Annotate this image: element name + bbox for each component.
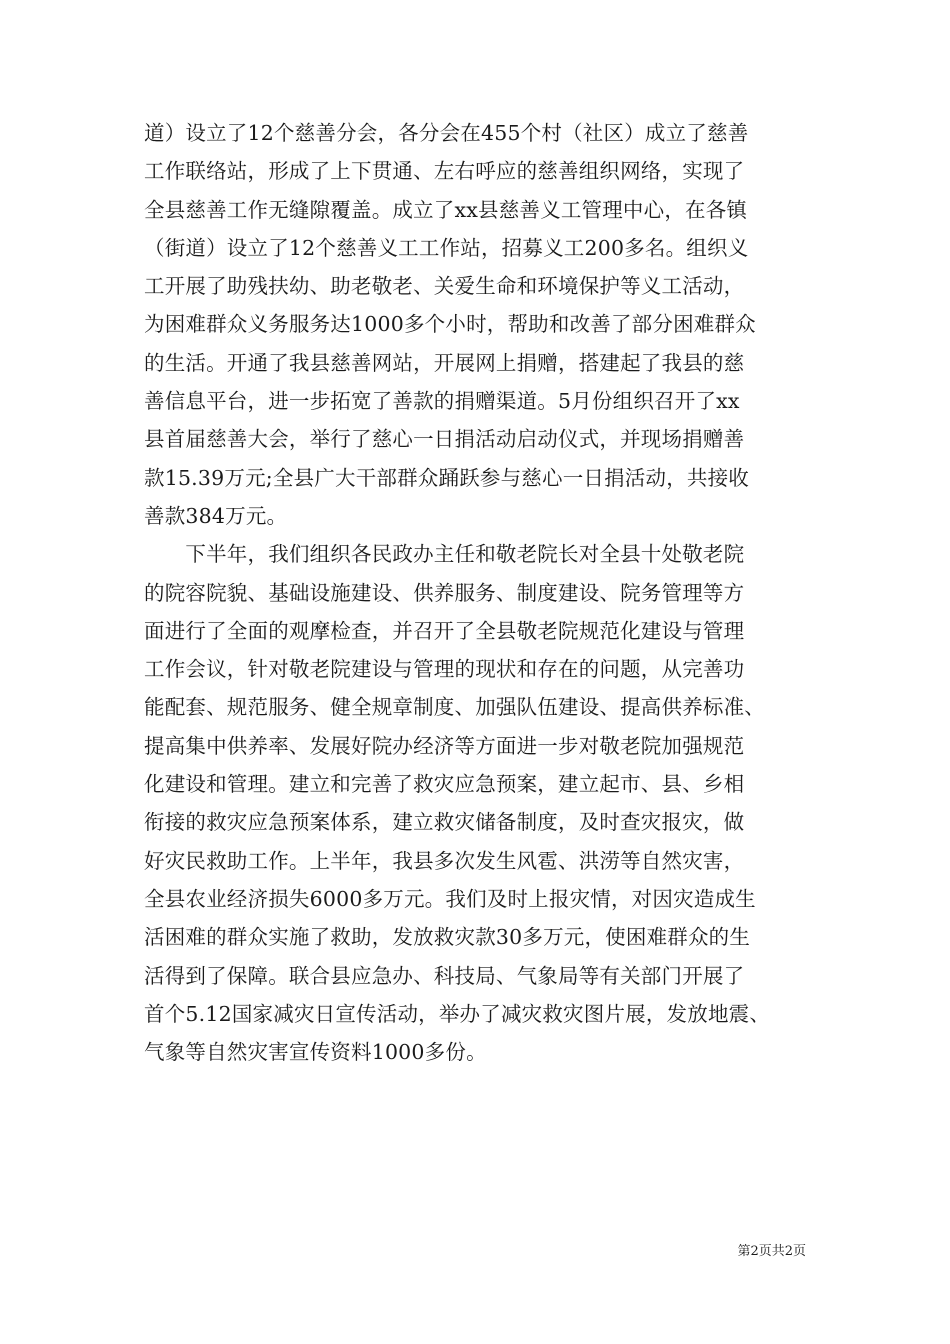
text-line: 为困难群众义务服务达1000多个小时，帮助和改善了部分困难群众 (144, 312, 756, 337)
text-line: 提高集中供养率、发展好院办经济等方面进一步对敬老院加强规范 (144, 733, 745, 758)
text-line: 气象等自然灾害宣传资料1000多份。 (144, 1040, 487, 1065)
text-line: 善款384万元。 (144, 503, 288, 528)
text-line: 县首届慈善大会，举行了慈心一日捐活动启动仪式，并现场捐赠善 (144, 427, 745, 452)
text-line: 活困难的群众实施了救助，发放救灾款30多万元，使困难群众的生 (144, 925, 751, 950)
text-line: 款15.39万元;全县广大干部群众踊跃参与慈心一日捐活动，共接收 (144, 465, 749, 490)
text-line: 衔接的救灾应急预案体系，建立救灾储备制度，及时查灾报灾，做 (144, 810, 745, 835)
page-number: 第2页共2页 (737, 1244, 806, 1259)
text-line: （街道）设立了12个慈善义工工作站，招募义工200多名。组织义 (144, 235, 749, 260)
text-line: 工开展了助残扶幼、助老敬老、关爱生命和环境保护等义工活动， (144, 274, 745, 299)
text-line: 好灾民救助工作。上半年，我县多次发生风雹、洪涝等自然灾害， (144, 848, 745, 873)
text-line: 的院容院貌、基础设施建设、供养服务、制度建设、院务管理等方 (144, 580, 745, 605)
body-text (144, 114, 814, 1071)
text-line: 的生活。开通了我县慈善网站，开展网上捐赠，搭建起了我县的慈 (144, 350, 745, 375)
text-line: 工作联络站，形成了上下贯通、左右呼应的慈善组织网络，实现了 (144, 159, 745, 184)
text-line: 化建设和管理。建立和完善了救灾应急预案，建立起市、县、乡相 (144, 772, 745, 797)
text-line: 首个5.12国家减灾日宣传活动，举办了减灾救灾图片展，发放地震、 (144, 1001, 771, 1026)
text-line: 能配套、规范服务、健全规章制度、加强队伍建设、提高供养标准、 (144, 695, 765, 720)
text-line: 善信息平台，进一步拓宽了善款的捐赠渠道。5月份组织召开了xx (144, 389, 740, 414)
text-line: 面进行了全面的观摩检查，并召开了全县敬老院规范化建设与管理 (144, 618, 745, 643)
text-line: 全县慈善工作无缝隙覆盖。成立了xx县慈善义工管理中心，在各镇 (144, 197, 748, 222)
text-line: 活得到了保障。联合县应急办、科技局、气象局等有关部门开展了 (144, 963, 745, 988)
text-line: 下半年，我们组织各民政办主任和敬老院长对全县十处敬老院 (144, 542, 745, 567)
text-line: 工作会议，针对敬老院建设与管理的现状和存在的问题，从完善功 (144, 657, 745, 682)
text-line: 道）设立了12个慈善分会，各分会在455个村（社区）成立了慈善 (144, 121, 749, 145)
text-line: 全县农业经济损失6000多万元。我们及时上报灾情，对因灾造成生 (144, 886, 756, 911)
